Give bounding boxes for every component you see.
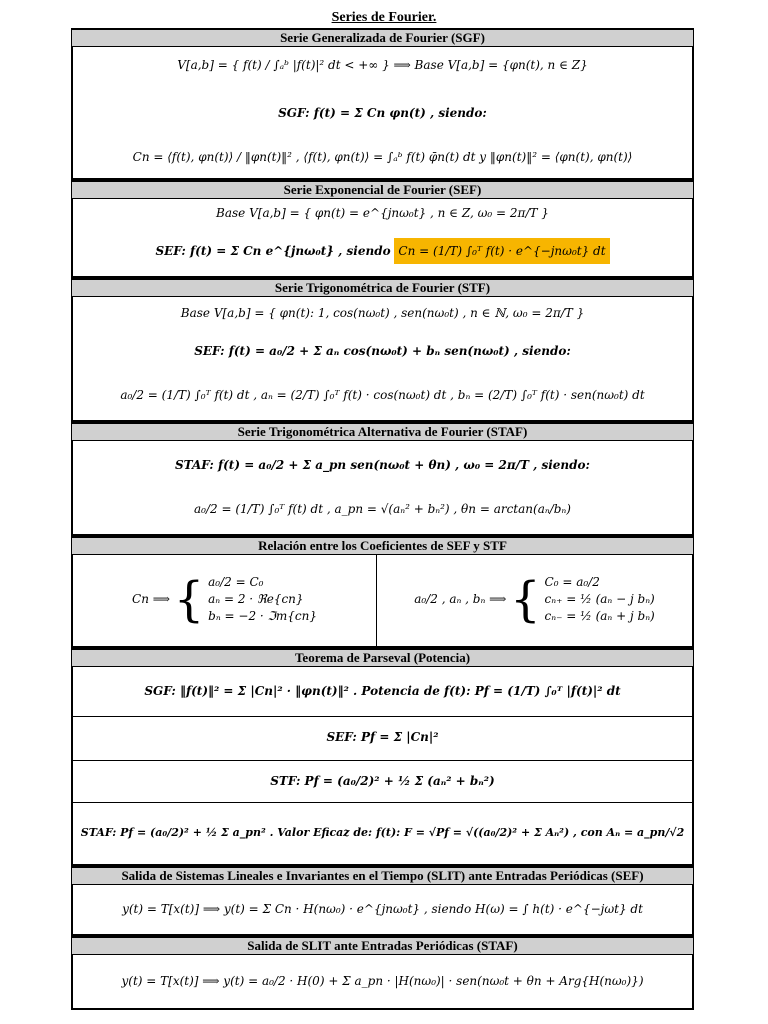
section-header-sef: Serie Exponencial de Fourier (SEF)	[71, 180, 694, 199]
section-relation	[71, 554, 694, 648]
formula-sef-series: SEF: f(t) = Σ Cn e^{jnω₀t} , siendo	[155, 244, 391, 258]
formula-stf-series: SEF: f(t) = a₀/2 + Σ aₙ cos(nω₀t) + bₙ sen(nω₀t) , siendo:	[194, 344, 571, 358]
relation-left-row-1: a₀/2 = C₀	[208, 575, 264, 589]
separator-1	[73, 716, 692, 717]
formula-parseval-staf: STAF: Pf = (a₀/2)² + ½ Σ a_pn² . Valor Eficaz de: f(t): F = √Pf = √((a₀/2)² + Σ Aₙ²) , con Aₙ = a_pn/√2	[80, 826, 685, 839]
left-brace: {	[173, 571, 205, 628]
section-slit-staf	[71, 954, 694, 1010]
formula-staf-coefficients: a₀/2 = (1/T) ∫₀ᵀ f(t) dt , a_pn = √(aₙ² + bₙ²) , θn = arctan(aₙ/bₙ)	[194, 502, 571, 516]
relation-left-row-2: aₙ = 2 · ℜe{cn}	[208, 592, 304, 606]
right-brace: {	[510, 571, 541, 628]
section-header-staf: Serie Trigonométrica Alternativa de Fourier (STAF)	[71, 422, 694, 441]
section-parseval	[71, 666, 694, 866]
formula-parseval-sef: SEF: Pf = Σ |Cn|²	[326, 730, 439, 744]
section-header-slit-staf: Salida de SLIT ante Entradas Periódicas (STAF)	[71, 936, 694, 955]
section-header-parseval: Teorema de Parseval (Potencia)	[71, 648, 694, 667]
formula-parseval-stf: STF: Pf = (a₀/2)² + ½ Σ (aₙ² + bₙ²)	[270, 774, 495, 788]
relation-right-row-1: C₀ = a₀/2	[544, 575, 600, 589]
formula-staf-series: STAF: f(t) = a₀/2 + Σ a_pn sen(nω₀t + θn) , ω₀ = 2π/T , siendo:	[175, 458, 590, 472]
relation-right-row-2: cₙ₊ = ½ (aₙ − j bₙ)	[544, 592, 655, 606]
relation-left-row-3: bₙ = −2 · ℑm{cn}	[208, 609, 317, 623]
section-header-relation: Relación entre los Coeficientes de SEF y STF	[71, 536, 694, 555]
formula-sef-base: Base V[a,b] = { φn(t) = e^{jnω₀t} , n ∈ Z, ω₀ = 2π/T }	[216, 206, 549, 220]
relation-right-lhs: a₀/2 , aₙ , bₙ ⟹	[414, 592, 507, 606]
relation-right	[377, 554, 692, 646]
formula-stf-coefficients: a₀/2 = (1/T) ∫₀ᵀ f(t) dt , aₙ = (2/T) ∫₀ᵀ f(t) · cos(nω₀t) dt , bₙ = (2/T) ∫₀ᵀ f(t) · sen(nω₀t) dt	[120, 388, 645, 402]
section-staf	[71, 440, 694, 536]
separator-2	[73, 760, 692, 761]
formula-parseval-sgf: SGF: ‖f(t)‖² = Σ |Cn|² · ‖φn(t)‖² . Potencia de f(t): Pf = (1/T) ∫₀ᵀ |f(t)|² dt	[144, 684, 621, 698]
formula-sef-coefficient-highlight: Cn = (1/T) ∫₀ᵀ f(t) · e^{−jnω₀t} dt	[394, 238, 609, 264]
section-header-stf: Serie Trigonométrica de Fourier (STF)	[71, 278, 694, 297]
separator-3	[73, 802, 692, 803]
section-sef	[71, 198, 694, 278]
relation-left-lhs: Cn ⟹	[132, 592, 170, 606]
relation-right-row-3: cₙ₋ = ½ (aₙ + j bₙ)	[544, 609, 655, 623]
formula-sgf-series: SGF: f(t) = Σ Cn φn(t) , siendo:	[278, 106, 487, 120]
formula-sgf-coefficient: Cn = ⟨f(t), φn(t)⟩ / ‖φn(t)‖² , ⟨f(t), φn(t)⟩ = ∫ₐᵇ f(t) φ̄n(t) dt y ‖φn(t)‖² = ⟨φn(t), φn(t)⟩	[132, 150, 633, 164]
formula-stf-base: Base V[a,b] = { φn(t): 1, cos(nω₀t) , sen(nω₀t) , n ∈ ℕ, ω₀ = 2π/T }	[180, 306, 585, 320]
section-slit-sef	[71, 884, 694, 936]
section-sgf	[71, 46, 694, 180]
formula-slit-sef: y(t) = T[x(t)] ⟹ y(t) = Σ Cn · H(nω₀) · e^{jnω₀t} , siendo H(ω) = ∫ h(t) · e^{−jωt} dt	[122, 902, 643, 916]
section-stf	[71, 296, 694, 422]
section-header-slit-sef: Salida de Sistemas Lineales e Invariantes en el Tiempo (SLIT) ante Entradas Periódicas (SEF)	[71, 866, 694, 885]
formula-slit-staf: y(t) = T[x(t)] ⟹ y(t) = a₀/2 · H(0) + Σ a_pn · |H(nω₀)| · sen(nω₀t + θn + Arg{H(nω₀)})	[121, 974, 644, 988]
formula-sgf-space: V[a,b] = { f(t) / ∫ₐᵇ |f(t)|² dt < +∞ } ⟹ Base V[a,b] = {φn(t), n ∈ Z}	[177, 58, 588, 72]
document-title: Series de Fourier.	[331, 10, 437, 25]
relation-left	[73, 554, 376, 646]
section-header-sgf: Serie Generalizada de Fourier (SGF)	[71, 28, 694, 47]
